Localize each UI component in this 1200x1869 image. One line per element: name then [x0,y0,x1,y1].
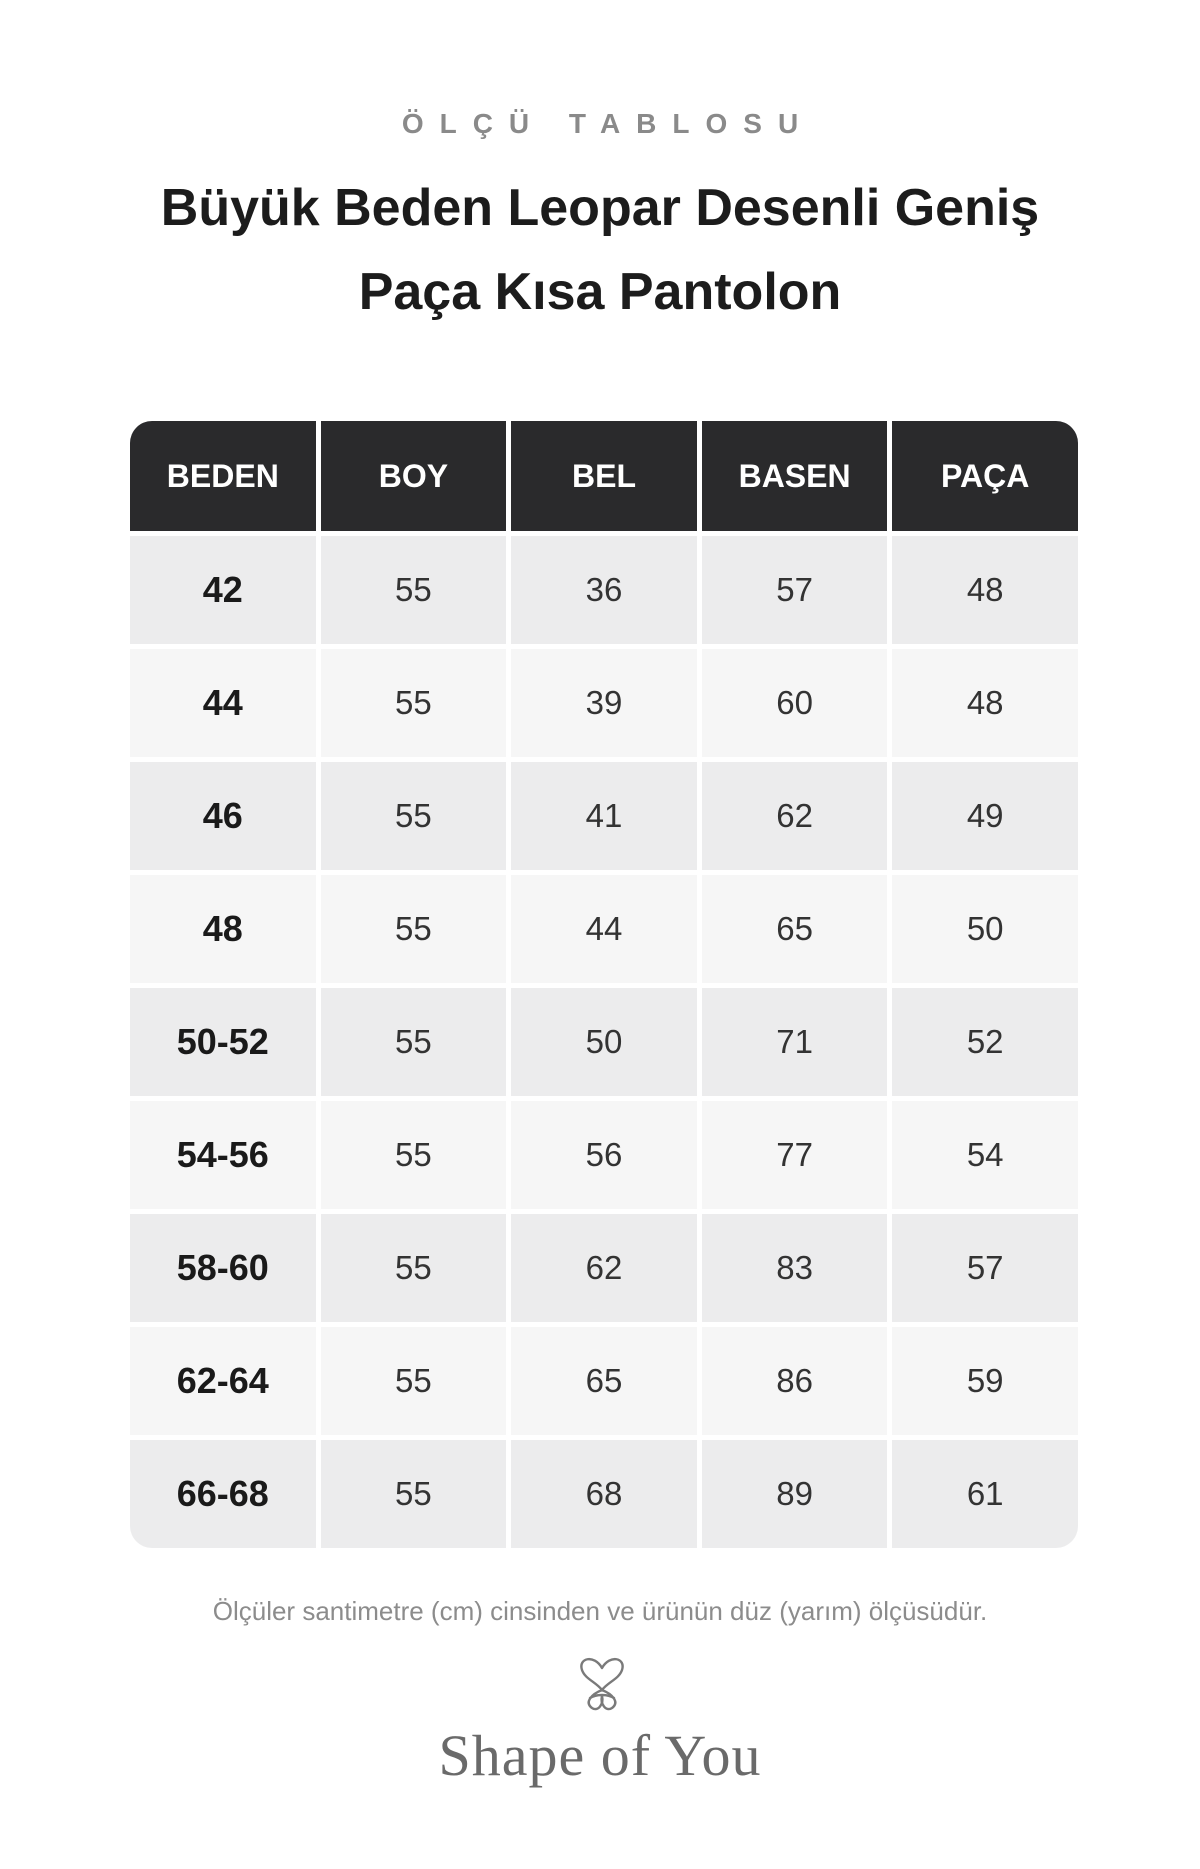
size-cell: 42 [130,536,316,644]
measurement-cell: 50 [511,988,697,1096]
measurement-cell: 55 [321,1214,507,1322]
size-cell: 58-60 [130,1214,316,1322]
size-cell: 66-68 [130,1440,316,1548]
size-cell: 44 [130,649,316,757]
measurement-cell: 57 [892,1214,1078,1322]
measurement-note: Ölçüler santimetre (cm) cinsinden ve ürünün düz (yarım) ölçüsüdür. [212,1596,988,1626]
measurement-cell: 36 [511,536,697,644]
measurement-cell: 62 [511,1214,697,1322]
measurement-cell: 55 [321,875,507,983]
size-cell: 48 [130,875,316,983]
column-header-paa: PAÇA [892,421,1078,531]
measurement-cell: 61 [892,1440,1078,1548]
measurement-cell: 55 [321,762,507,870]
measurement-cell: 44 [511,875,697,983]
measurement-cell: 71 [702,988,888,1096]
size-cell: 54-56 [130,1101,316,1209]
measurement-cell: 65 [511,1327,697,1435]
measurement-cell: 65 [702,875,888,983]
measurement-cell: 60 [702,649,888,757]
measurement-cell: 55 [321,1101,507,1209]
measurement-cell: 86 [702,1327,888,1435]
column-header-basen: BASEN [702,421,888,531]
measurement-cell: 62 [702,762,888,870]
measurement-cell: 77 [702,1101,888,1209]
measurement-cell: 59 [892,1327,1078,1435]
measurement-cell: 68 [511,1440,697,1548]
measurement-cell: 57 [702,536,888,644]
measurement-cell: 48 [892,536,1078,644]
measurement-cell: 56 [511,1101,697,1209]
section-eyebrow: ÖLÇÜ TABLOSU [401,108,815,139]
heart-ribbon-icon [572,1652,632,1714]
measurement-cell: 83 [702,1214,888,1322]
measurement-cell: 55 [321,1327,507,1435]
size-cell: 62-64 [130,1327,316,1435]
measurement-cell: 48 [892,649,1078,757]
measurement-cell: 55 [321,1440,507,1548]
measurement-cell: 55 [321,649,507,757]
brand-logo-text: Shape of You [438,1723,762,1788]
measurement-cell: 54 [892,1101,1078,1209]
measurement-cell: 41 [511,762,697,870]
measurement-cell: 55 [321,536,507,644]
column-header-beden: BEDEN [130,421,316,531]
size-cell: 46 [130,762,316,870]
column-header-boy: BOY [321,421,507,531]
size-table [130,421,1078,1548]
measurement-cell: 49 [892,762,1078,870]
measurement-cell: 52 [892,988,1078,1096]
column-header-bel: BEL [511,421,697,531]
measurement-cell: 55 [321,988,507,1096]
measurement-cell: 50 [892,875,1078,983]
size-cell: 50-52 [130,988,316,1096]
page-title: Büyük Beden Leopar Desenli Geniş Paça Kısa Pantolon [160,179,1040,321]
measurement-cell: 89 [702,1440,888,1548]
measurement-cell: 39 [511,649,697,757]
